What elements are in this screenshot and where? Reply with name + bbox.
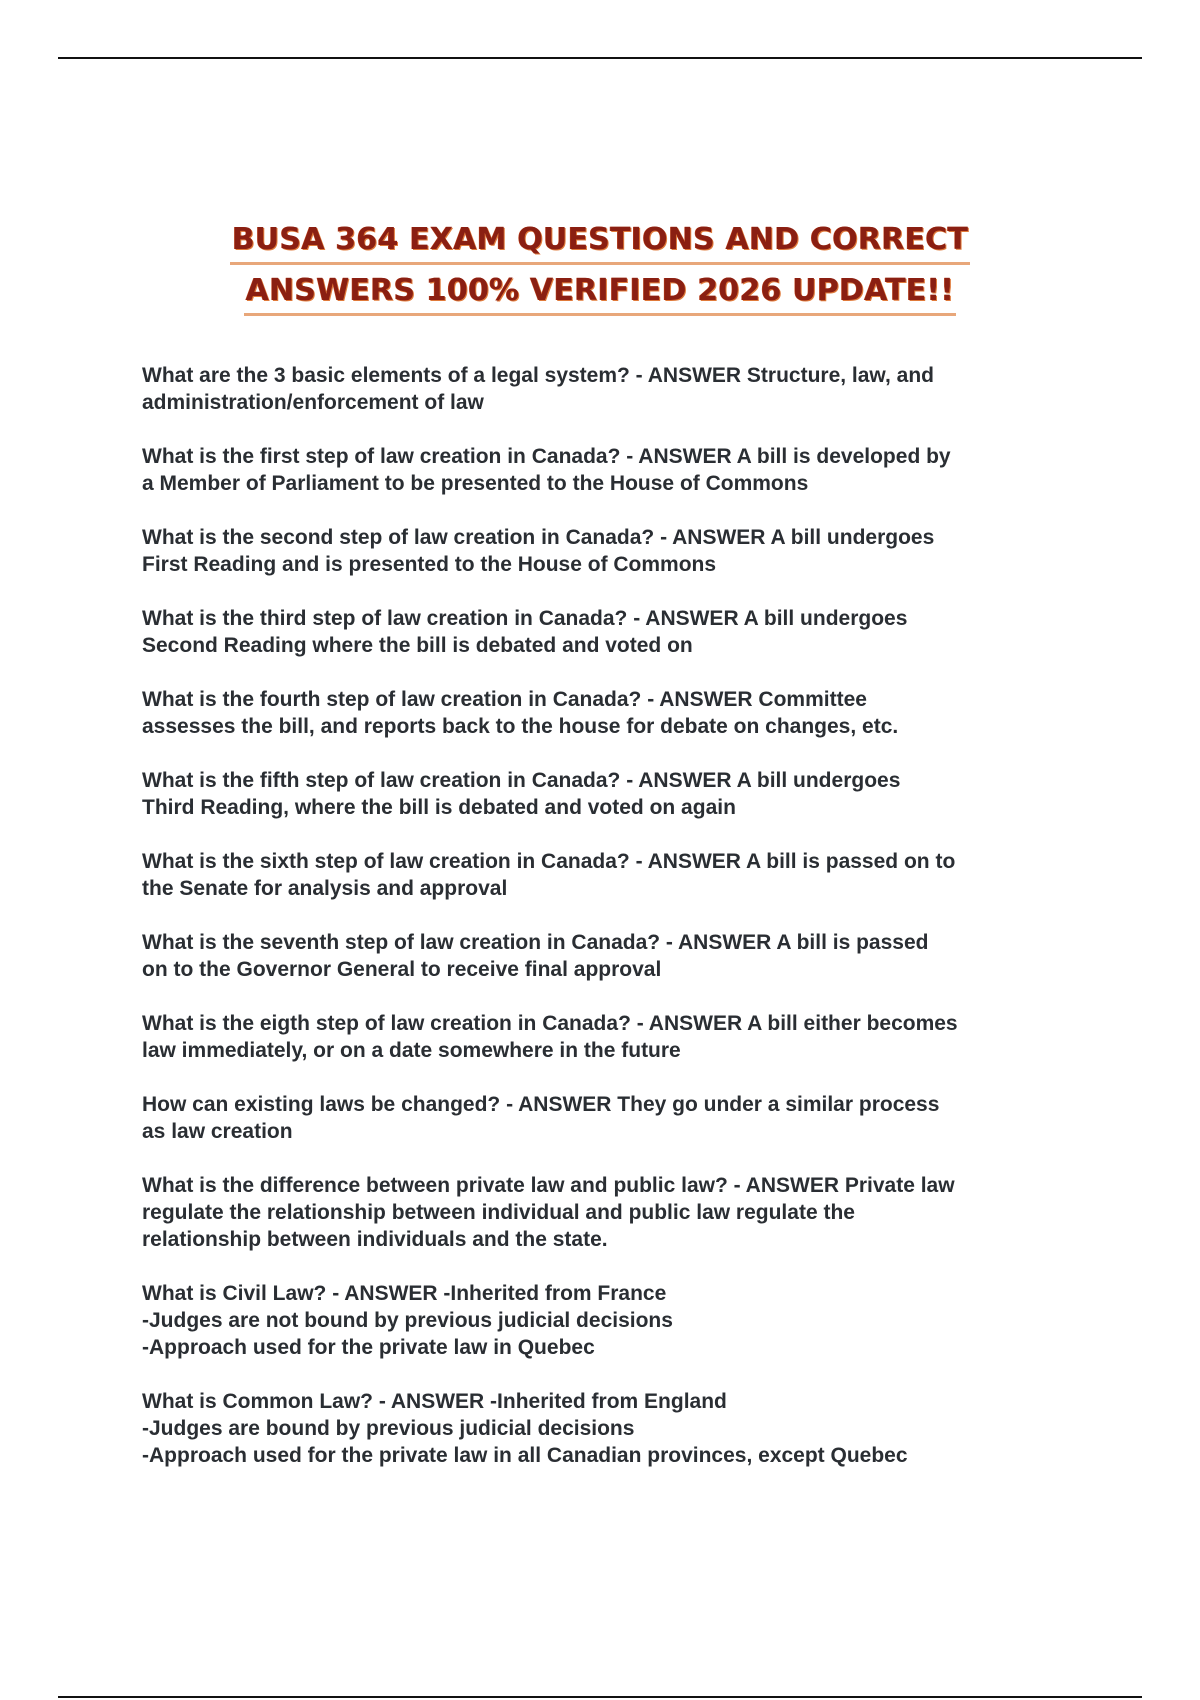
- qa-item: What is the eigth step of law creation in Canada? - ANSWER A bill either becomes law immediately, or on a date somewhere in the future: [142, 1012, 958, 1062]
- qa-item: What is Common Law? - ANSWER -Inherited from England -Judges are bound by previous judicial decisions -Approach used for the private law in all Canadian provinces, except Quebec: [142, 1390, 908, 1467]
- qa-item: What is the fifth step of law creation in Canada? - ANSWER A bill undergoes Third Reading, where the bill is debated and voted on again: [142, 769, 901, 819]
- qa-item: What is the first step of law creation in Canada? - ANSWER A bill is developed by a Member of Parliament to be presented to the House of Commons: [142, 445, 951, 495]
- title-line-1: BUSA 364 EXAM QUESTIONS AND CORRECT: [230, 218, 970, 265]
- qa-item: What is the difference between private law and public law? - ANSWER Private law regulate the relationship between individual and public law regulate the relationship between individuals and the state.: [142, 1174, 955, 1251]
- qa-item: How can existing laws be changed? - ANSWER They go under a similar process as law creation: [142, 1093, 940, 1143]
- qa-item: What are the 3 basic elements of a legal system? - ANSWER Structure, law, and administration/enforcement of law: [142, 364, 934, 414]
- top-divider: [58, 57, 1142, 59]
- qa-item: What is the third step of law creation in Canada? - ANSWER A bill undergoes Second Reading where the bill is debated and voted on: [142, 607, 908, 657]
- qa-item: What is the fourth step of law creation in Canada? - ANSWER Committee assesses the bill, and reports back to the house for debate on changes, etc.: [142, 688, 899, 738]
- qa-list: [142, 362, 1072, 1496]
- qa-item: What is the sixth step of law creation in Canada? - ANSWER A bill is passed on to the Senate for analysis and approval: [142, 850, 956, 900]
- title-line-2: ANSWERS 100% VERIFIED 2026 UPDATE!!: [244, 269, 957, 316]
- bottom-divider: [58, 1696, 1142, 1698]
- document-title: [0, 218, 1200, 320]
- qa-item: What is the second step of law creation in Canada? - ANSWER A bill undergoes First Reading and is presented to the House of Commons: [142, 526, 935, 576]
- qa-item: What is the seventh step of law creation in Canada? - ANSWER A bill is passed on to the Governor General to receive final approval: [142, 931, 929, 981]
- qa-item: What is Civil Law? - ANSWER -Inherited from France -Judges are not bound by previous judicial decisions -Approach used for the private law in Quebec: [142, 1282, 673, 1359]
